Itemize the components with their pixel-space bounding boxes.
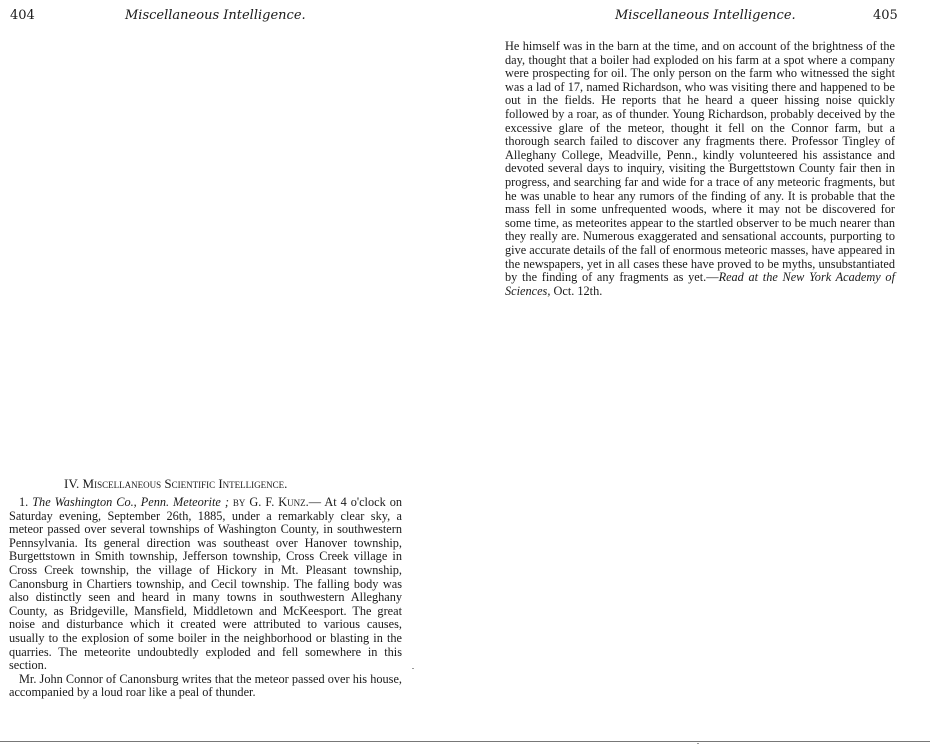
scan-speck [412,668,414,669]
scan-speck [697,743,699,744]
section-heading [64,476,287,492]
citation: Read at the New York Academy of Sciences, [505,270,895,298]
page-bottom-edge [0,741,930,742]
left-running-head: Miscellaneous Intelligence. [125,8,306,23]
right-page-number: 405 [873,8,898,23]
article-byline: by G. F. Kunz.— [232,495,321,509]
citation-date: Oct. 12th. [553,283,603,298]
article-title: The Washington Co., Penn. Meteorite ; [32,495,229,509]
right-page-body [505,40,895,298]
section-title: Miscellaneous Scientific Intelligence. [82,476,288,491]
left-page-article [9,496,402,700]
article-number: 1. [19,495,29,509]
section-numeral: IV. [64,476,80,491]
article-paragraph-2: Mr. John Connor of Canonsburg writes that the meteor passed over his house, accompanied by a loud roar like a peal of thunder. [9,671,402,700]
right-body-text: He himself was in the barn at the time, and on account of the brightness of the day, thought that a boiler had exploded on his farm at a spot where a company were prospecting for oil. The only person on the farm who witnessed the sight was a lad of 17, named Richardson, who was visiting there and happened to be out in the fields. He reports that he heard a queer hissing noise quickly followed by a roar, as of thunder. Young Richardson, probably deceived by the excessive glare of the meteor, thought it fell on the Connor farm, but a thorough search failed to discover any fragments there. Professor Tingley of Alleghany College, Meadville, Penn., kindly volunteered his assistance and devoted several days to inquiry, visiting the Burgettstown County fair then in progress, and searching far and wide for a trace of any meteoric fragments, but he was unable to hear any rumors of the finding of any. It is probable that the mass fell in some unfrequented woods, where it may not be discovered for some time, as meteorites appear to the startled observer to be much nearer than they really are. Numerous exaggerated and sensational accounts, purporting to give accurate details of the fall of enormous meteoric masses, have appeared in the newspapers, yet in all cases these have proved to be myths, unsubstantiated by the finding of any fragments as yet.— [505,39,895,285]
right-running-head: Miscellaneous Intelligence. [615,8,796,23]
article-text-1: At 4 o'clock on Saturday evening, September 26th, 1885, under a remarkably clear sky, a meteor passed over several townships of Washington County, in southwestern Pennsylvania. Its general direction was southeast over Hanover township, Burgettstown in Smith township, Jefferson township, Cross Creek village in Cross Creek township, the village of Hickory in Mt. Pleasant township, Canonsburg in Chartiers township, and Cecil township. The falling body was also distinctly seen and heard in many towns in southwestern Alleghany County, as Bridgeville, Mansfield, Middletown and McKeesport. The great noise and disturbance which it created were attributed to various causes, usually to the explosion of some boiler in the neighborhood or blasting in the quarries. The meteorite undoubtedly exploded and fell somewhere in this section. [9,495,402,673]
article-paragraph-1 [9,496,402,673]
left-page-number: 404 [10,8,35,23]
